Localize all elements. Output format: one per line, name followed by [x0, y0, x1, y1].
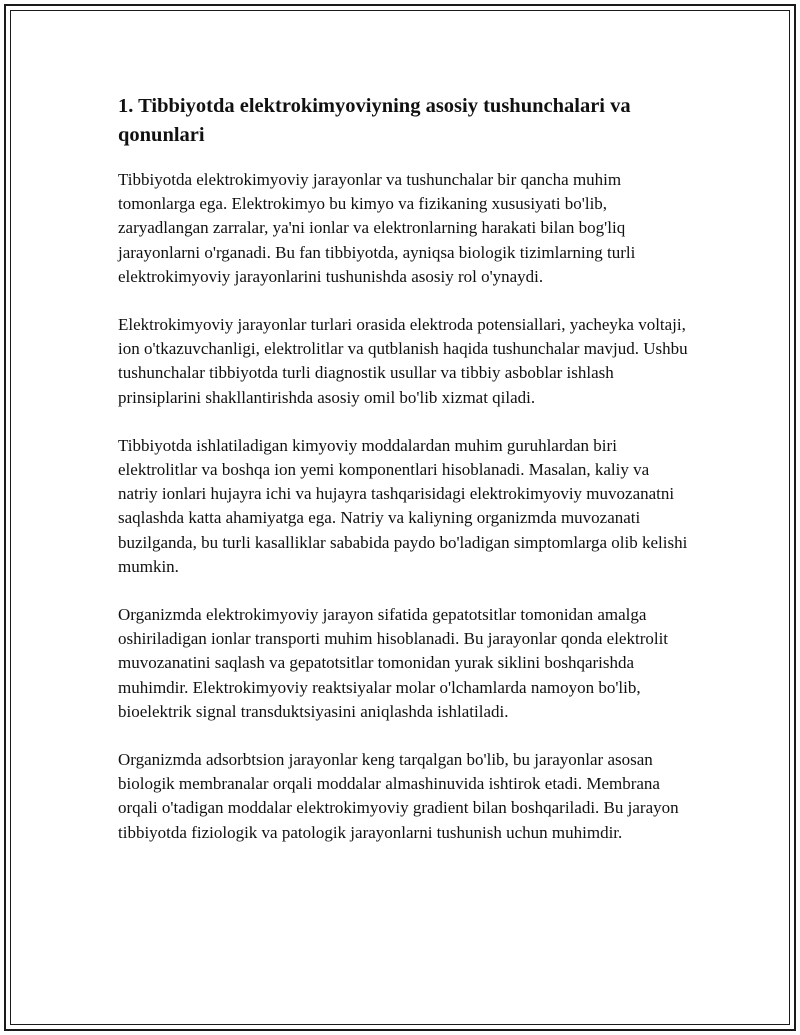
paragraph-4: Organizmda elektrokimyoviy jarayon sifatida gepatotsitlar tomonidan amalga oshiriladigan ionlar transporti muhim hisoblanadi. Bu jarayonlar qonda elektrolit muvozanatini saqlash va gepatotsitlar tomonidan yurak siklini boshqarishda muhimdir. Elektrokimyoviy reaktsiyalar molar o'lchamlarda namoyon bo'lib, bioelektrik signal transduktsiyasini aniqlashda ishlatiladi. [118, 605, 669, 721]
paragraph-1: Tibbiyotda elektrokimyoviy jarayonlar va tushunchalar bir qancha muhim tomonlarga ega. Elektrokimyo bu kimyo va fizikaning xususiyati bo'lib, zaryadlangan zarralar, ya'ni ionlar va elektronlarning harakati bilan bog'liq jarayonlarni o'rganadi. Bu fan tibbiyotda, ayniqsa biologik tizimlarning turli elektrokimyoviy jarayonlarini tushunishda asosiy rol o'ynaydi. [118, 170, 636, 286]
document-body [118, 92, 688, 869]
paragraph-3: Tibbiyotda ishlatiladigan kimyoviy moddalardan muhim guruhlardan biri elektrolitlar va boshqa ion yemi komponentlari hisoblanadi. Masalan, kaliy va natriy ionlari hujayra ichi va hujayra tashqarisidagi elektrokimyoviy muvozanatni saqlashda katta ahamiyatga ega. Natriy va kaliyning organizmda muvozanati buzilganda, bu turli kasalliklar sababida paydo bo'ladigan simptomlarga olib kelishi mumkin. [118, 435, 688, 576]
section-heading: 1. Tibbiyotda elektrokimyoviyning asosiy tushunchalari va qonunlari [118, 95, 631, 146]
paragraph-5: Organizmda adsorbtsion jarayonlar keng tarqalgan bo'lib, bu jarayonlar asosan biologik membranalar orqali moddalar almashinuvida ishtirok etadi. Membrana orqali o'tadigan moddalar elektrokimyoviy gradient bilan boshqariladi. Bu jarayon tibbiyotda fiziologik va patologik jarayonlarni tushunish uchun muhimdir. [118, 750, 679, 842]
paragraph-2: Elektrokimyoviy jarayonlar turlari orasida elektroda potensiallari, yacheyka voltaji, ion o'tkazuvchanligi, elektrolitlar va qutblanish haqida tushunchalar mavjud. Ushbu tushunchalar tibbiyotda turli diagnostik usullar va tibbiy asboblar ishlash prinsiplarini shakllantirishda asosiy omil bo'lib xizmat qiladi. [118, 315, 688, 407]
